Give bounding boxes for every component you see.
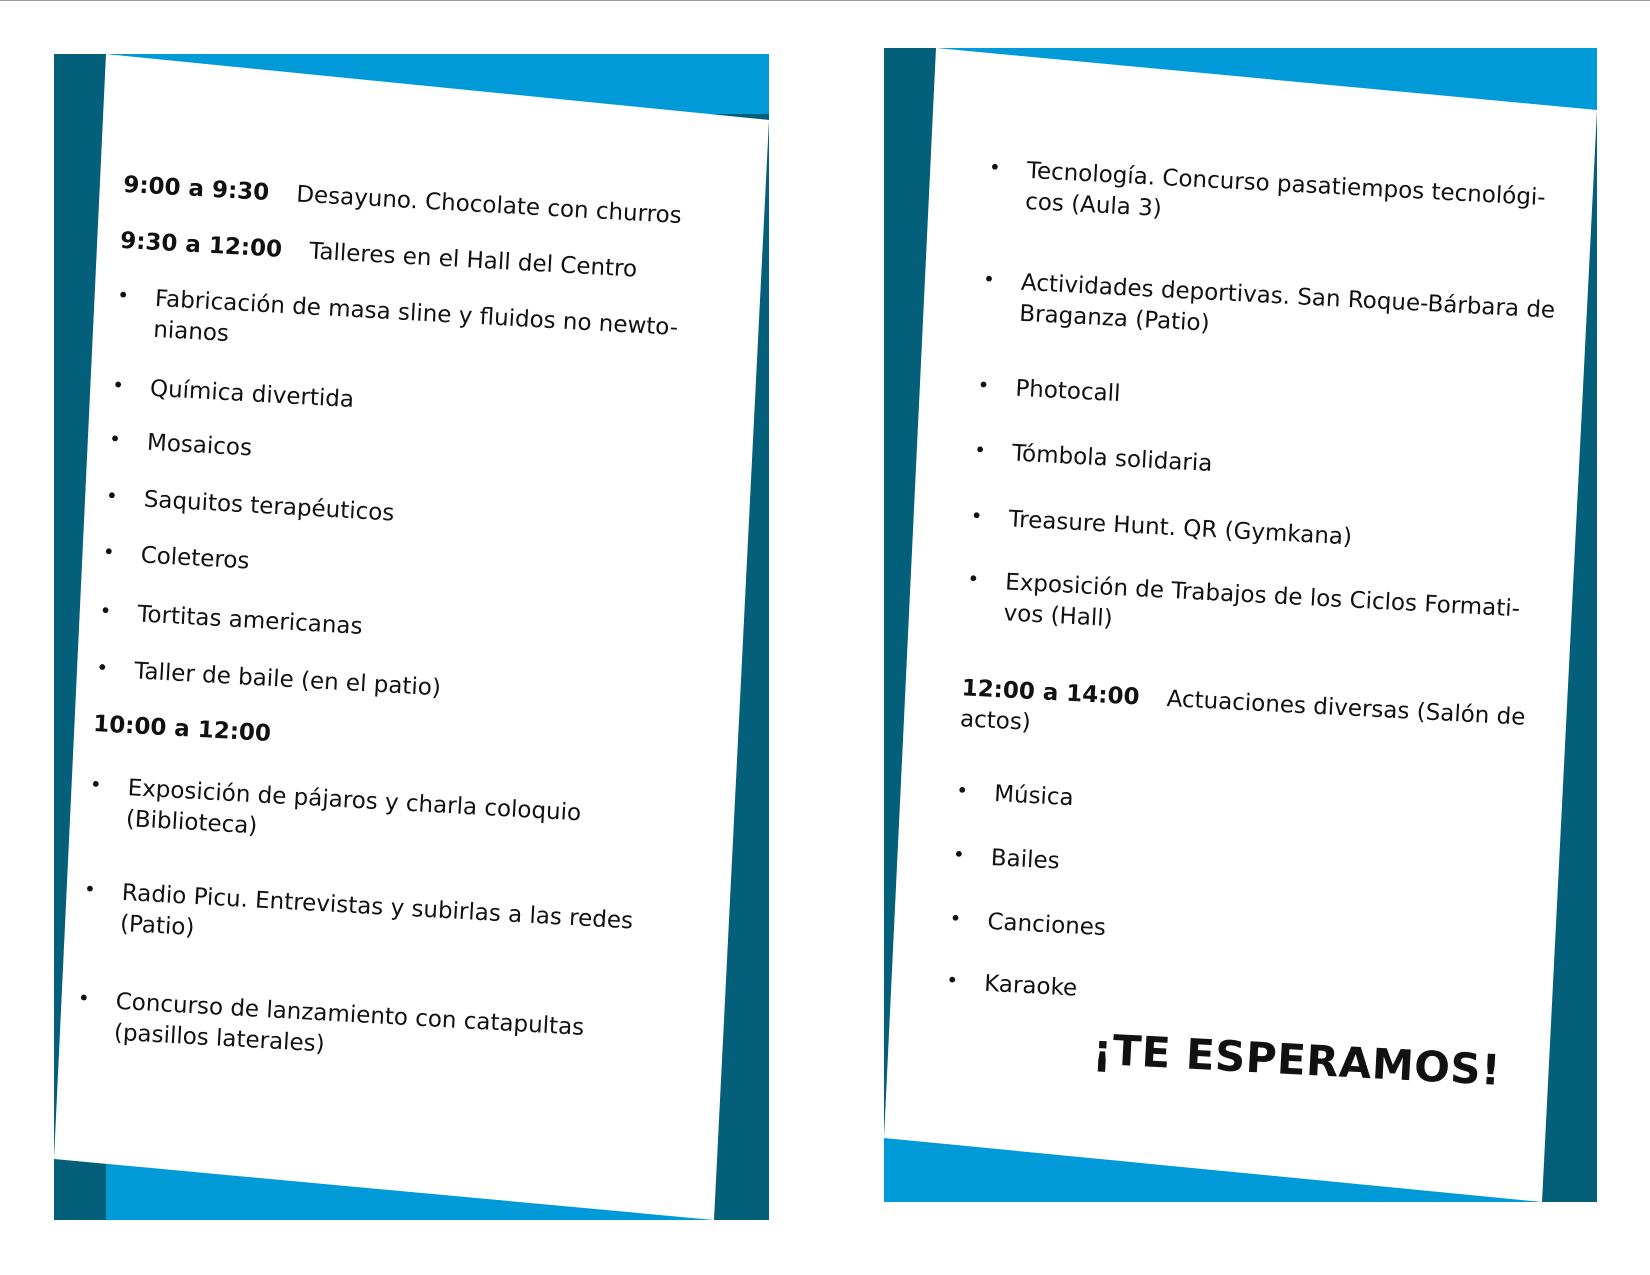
list-item-text: Concurso de lanzamiento con catapultas (pasillos laterales) bbox=[113, 988, 585, 1058]
list-item-text: Photocall bbox=[1014, 375, 1122, 408]
schedule-time: 9:30 a 12:00 bbox=[119, 227, 283, 263]
list-item-text: Exposición de Trabajos de los Ciclos Formati-vos (Hall) bbox=[1003, 569, 1521, 632]
list-item-text: Karaoke bbox=[983, 970, 1078, 1002]
list-item-text: Canciones bbox=[986, 908, 1107, 942]
bullet-icon: • bbox=[98, 598, 113, 623]
list-item-text: Química divertida bbox=[149, 375, 355, 414]
list-item-text: Tecnología. Concurso pasatiempos tecnológi-cos (Aula 3) bbox=[1024, 157, 1547, 222]
list-item-text: Exposición de pájaros y charla coloquio (Biblioteca) bbox=[125, 775, 582, 839]
bullet-icon: • bbox=[976, 372, 991, 398]
left-flyer-panel bbox=[54, 54, 769, 1220]
list-item-text: Taller de baile (en el patio) bbox=[133, 658, 442, 702]
schedule-time: 10:00 a 12:00 bbox=[92, 711, 272, 747]
list-item-text: Saquitos terapéuticos bbox=[143, 486, 395, 527]
bullet-icon: • bbox=[116, 282, 130, 308]
bullet-icon: • bbox=[102, 539, 116, 564]
bullet-icon: • bbox=[83, 876, 97, 902]
schedule-text: Actuaciones diversas (Salón de actos) bbox=[959, 685, 1527, 736]
closing-headline: ¡TE ESPERAMOS! bbox=[1091, 1024, 1502, 1095]
schedule-text: Talleres en el Hall del Centro bbox=[308, 238, 638, 283]
bullet-icon: • bbox=[111, 372, 125, 398]
bullet-icon: • bbox=[89, 771, 103, 797]
list-item-text: Tómbola solidaria bbox=[1011, 440, 1214, 477]
bullet-icon: • bbox=[952, 841, 966, 867]
list-item-text: Radio Picu. Entrevistas y subirlas a las redes (Patio) bbox=[119, 879, 634, 941]
bullet-icon: • bbox=[105, 483, 119, 509]
bullet-icon: • bbox=[982, 266, 996, 292]
bullet-icon: • bbox=[949, 905, 963, 931]
bullet-icon: • bbox=[95, 655, 109, 680]
list-item-text: Fabricación de masa sline y fluidos no newto-nianos bbox=[152, 285, 679, 347]
bullet-icon: • bbox=[988, 154, 1002, 180]
bullet-icon: • bbox=[966, 566, 980, 591]
page-top-rule bbox=[0, 0, 1650, 1]
list-item-text: Tortitas americanas bbox=[136, 601, 364, 640]
bullet-icon: • bbox=[970, 503, 984, 529]
list-item-text: Bailes bbox=[990, 844, 1061, 875]
list-item-text: Mosaicos bbox=[146, 429, 253, 462]
schedule-time: 12:00 a 14:00 bbox=[961, 675, 1141, 711]
bullet-icon: • bbox=[945, 967, 959, 993]
bullet-icon: • bbox=[77, 985, 91, 1011]
schedule-text: Desayuno. Chocolate con churros bbox=[295, 181, 683, 230]
list-item-text: Treasure Hunt. QR (Gymkana) bbox=[1007, 506, 1353, 551]
list-item-text: Actividades deportivas. San Roque-Bárbara de Braganza (Patio) bbox=[1018, 269, 1556, 337]
bullet-icon: • bbox=[955, 778, 969, 803]
schedule-time: 9:00 a 9:30 bbox=[122, 171, 270, 207]
list-item-text: Coleteros bbox=[139, 542, 251, 575]
bullet-icon: • bbox=[108, 426, 122, 452]
right-flyer-panel bbox=[884, 48, 1597, 1202]
list-item-text: Música bbox=[993, 781, 1075, 812]
bullet-icon: • bbox=[973, 437, 987, 463]
